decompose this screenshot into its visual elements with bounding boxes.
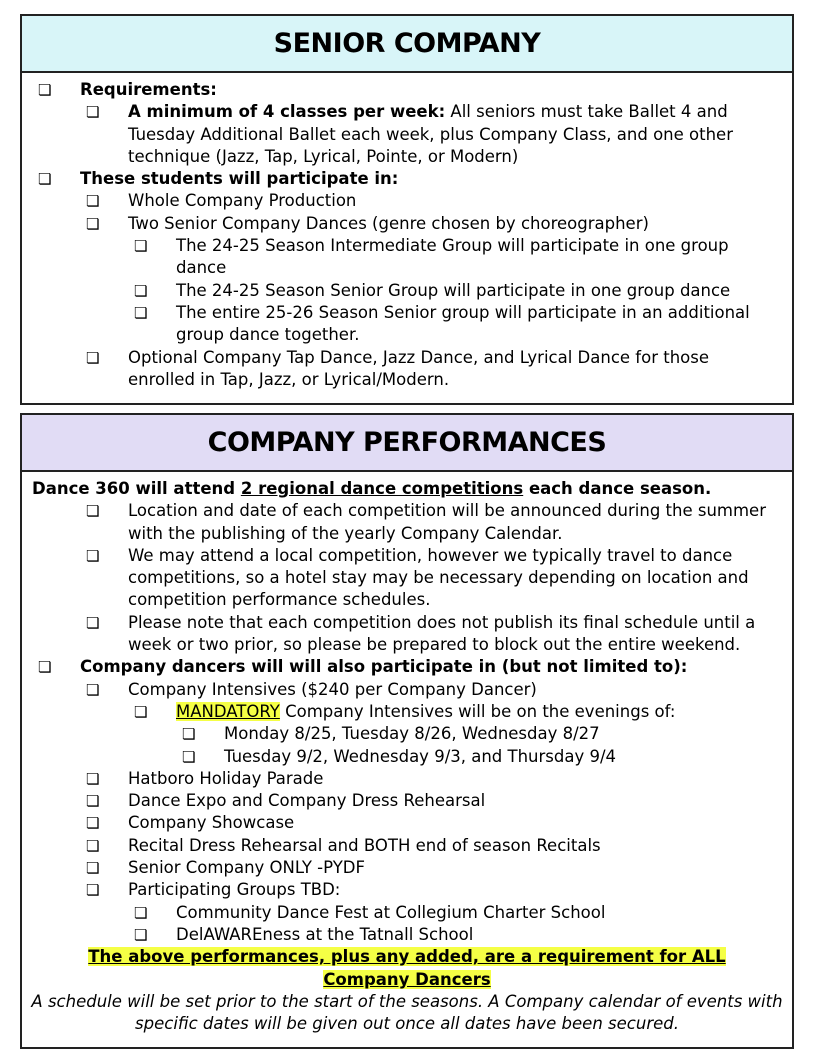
- checkbox-bullet-icon: ❏: [86, 680, 100, 699]
- checkbox-bullet-icon: ❏: [134, 925, 148, 944]
- min-classes-label: A minimum of 4 classes per week:: [128, 102, 446, 122]
- requirement-note: [22, 946, 792, 991]
- list-item: [22, 500, 792, 545]
- list-item: [22, 746, 792, 768]
- checkbox-bullet-icon: ❏: [86, 348, 100, 367]
- event-text: Senior Company ONLY -PYDF: [128, 858, 366, 878]
- list-item: [22, 302, 792, 347]
- list-item: [22, 857, 792, 879]
- intro-before: Dance 360 will attend: [32, 479, 241, 498]
- list-item: [22, 812, 792, 834]
- checkbox-bullet-icon: ❏: [86, 859, 100, 878]
- list-item: [22, 347, 792, 392]
- group-text: Community Dance Fest at Collegium Charter School: [176, 902, 606, 922]
- checkbox-bullet-icon: ❏: [86, 613, 100, 632]
- date-text: Monday 8/25, Tuesday 8/26, Wednesday 8/27: [224, 724, 600, 744]
- date-text: Tuesday 9/2, Wednesday 9/3, and Thursday 9/4: [224, 746, 617, 766]
- checkbox-bullet-icon: ❏: [86, 836, 100, 855]
- checkbox-bullet-icon: ❏: [182, 725, 196, 744]
- mandatory-highlight: MANDATORY: [176, 701, 280, 721]
- checkbox-bullet-icon: ❏: [38, 81, 52, 99]
- list-item: [22, 723, 792, 745]
- checkbox-bullet-icon: ❏: [86, 103, 100, 122]
- min-classes-text: All seniors must take Ballet 4 and Tuesday Additional Ballet each week, plus Company Class, and one other technique (Jazz, Tap, Lyrical, Pointe, or Modern): [128, 102, 733, 166]
- list-item: [22, 545, 792, 612]
- optional-dances-text: Optional Company Tap Dance, Jazz Dance, and Lyrical Dance for those enrolled in Tap, Jazz, or Lyrical/Modern.: [128, 347, 709, 389]
- company-performances-section: [20, 413, 794, 1049]
- senior-group-text: The 24-25 Season Senior Group will participate in one group dance: [176, 280, 731, 300]
- requirements-label: Requirements:: [80, 80, 217, 99]
- checkbox-bullet-icon: ❏: [86, 502, 100, 521]
- schedule-note: A schedule will be set prior to the start of the seasons. A Company calendar of events with specific dates will be given out once all dates have been secured.: [31, 991, 783, 1034]
- senior-company-section: [20, 14, 794, 405]
- comp-item-text: Please note that each competition does not publish its final schedule until a week or two prior, so please be prepared to block out the entire weekend.: [128, 612, 756, 655]
- checkbox-bullet-icon: ❏: [182, 747, 196, 766]
- event-text: Company Showcase: [128, 813, 295, 833]
- entire-group-text: The entire 25-26 Season Senior group will participate in an additional group dance together.: [176, 302, 750, 345]
- list-item: [22, 768, 792, 790]
- requirement-note-text: The above performances, plus any added, are a requirement for ALL Company Dancers: [88, 947, 726, 989]
- also-participate-label: Company dancers will will also participate in (but not limited to):: [80, 657, 688, 677]
- also-participate-item: [22, 656, 792, 678]
- checkbox-bullet-icon: ❏: [86, 881, 100, 900]
- list-item: [22, 612, 792, 657]
- list-item: [22, 679, 792, 701]
- intermediate-group-text: The 24-25 Season Intermediate Group will participate in one group dance: [176, 236, 729, 278]
- comp-item-text: We may attend a local competition, however we typically travel to dance competitions, so a hotel stay may be necessary depending on location and competition performance schedules.: [128, 545, 749, 610]
- mandatory-rest-text: Company Intensives will be on the evenings of:: [279, 701, 676, 721]
- event-text: Dance Expo and Company Dress Rehearsal: [128, 791, 486, 811]
- list-item: [22, 701, 792, 723]
- list-item: [22, 902, 792, 924]
- list-item: [22, 280, 792, 302]
- list-item: [22, 924, 792, 946]
- intro-after: each dance season.: [523, 479, 712, 498]
- list-item: [22, 790, 792, 812]
- two-dances-text: Two Senior Company Dances (genre chosen by choreographer): [128, 213, 649, 233]
- list-item: [22, 879, 792, 901]
- intro-underlined: 2 regional dance competitions: [240, 479, 524, 498]
- checkbox-bullet-icon: ❏: [86, 814, 100, 833]
- checkbox-bullet-icon: ❏: [134, 303, 148, 322]
- checkbox-bullet-icon: ❏: [134, 903, 148, 922]
- min-classes-item: [22, 101, 792, 168]
- participate-label: These students will participate in:: [80, 169, 399, 189]
- participate-item: [22, 168, 792, 190]
- competitions-intro: [22, 478, 792, 500]
- checkbox-bullet-icon: ❏: [86, 214, 100, 233]
- checkbox-bullet-icon: ❏: [86, 546, 100, 565]
- checkbox-bullet-icon: ❏: [86, 192, 100, 211]
- list-item: [22, 190, 792, 212]
- list-item: [22, 213, 792, 235]
- requirements-item: [22, 79, 792, 101]
- checkbox-bullet-icon: ❏: [134, 702, 148, 721]
- event-text: Recital Dress Rehearsal and BOTH end of season Recitals: [128, 835, 601, 855]
- company-performances-title: COMPANY PERFORMANCES: [22, 415, 792, 472]
- event-text: Hatboro Holiday Parade: [128, 768, 324, 788]
- event-text: Participating Groups TBD:: [128, 880, 341, 900]
- list-item: [22, 835, 792, 857]
- checkbox-bullet-icon: ❏: [38, 658, 52, 677]
- checkbox-bullet-icon: ❏: [86, 769, 100, 788]
- comp-item-text: Location and date of each competition will be announced during the summer with the publishing of the yearly Company Calendar.: [128, 501, 766, 543]
- checkbox-bullet-icon: ❏: [134, 281, 148, 300]
- whole-company-text: Whole Company Production: [128, 191, 357, 211]
- checkbox-bullet-icon: ❏: [86, 792, 100, 811]
- checkbox-bullet-icon: ❏: [38, 170, 52, 189]
- senior-company-title: SENIOR COMPANY: [22, 16, 792, 73]
- group-text: DelAWAREness at the Tatnall School: [176, 924, 474, 944]
- intensives-text: Company Intensives ($240 per Company Dancer): [128, 679, 537, 699]
- checkbox-bullet-icon: ❏: [134, 237, 148, 256]
- list-item: [22, 235, 792, 280]
